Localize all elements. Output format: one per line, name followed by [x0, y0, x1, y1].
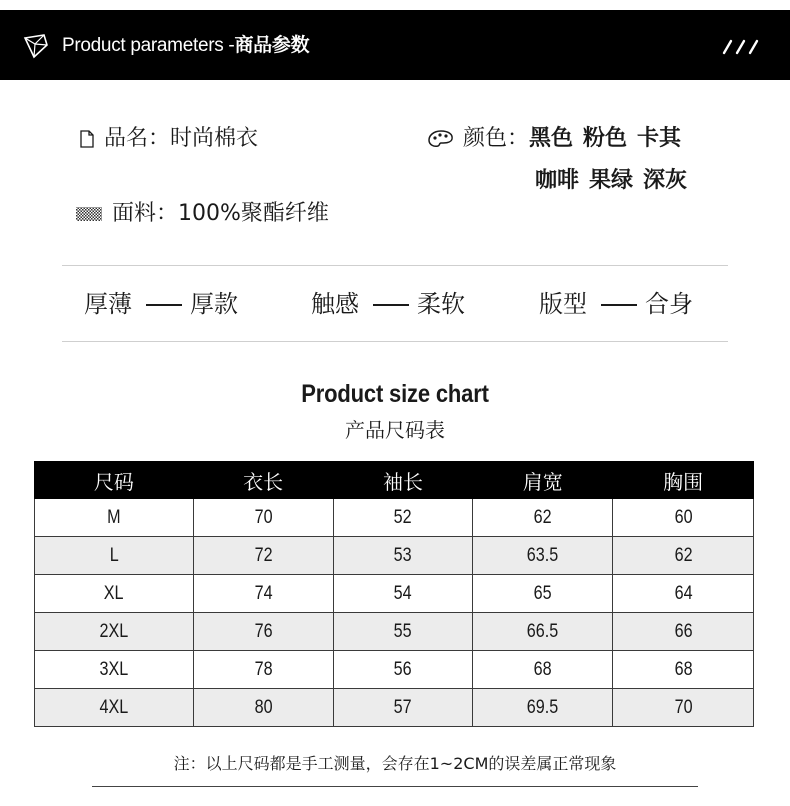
table-cell: 57: [333, 689, 473, 727]
feature-label: 触感: [311, 290, 359, 318]
table-header: 衣长: [193, 462, 333, 499]
dash-line: [373, 304, 409, 306]
header-title-cn: 商品参数: [234, 34, 310, 56]
table-cell: 3XL: [35, 651, 194, 689]
feature-fit: [539, 289, 693, 319]
feature-thickness: [84, 289, 238, 319]
diamond-logo-icon: [22, 32, 50, 60]
param-fabric-text: 面料：100%聚酯纤维: [112, 201, 329, 226]
header-bar: [0, 10, 790, 80]
table-row: [35, 537, 754, 575]
dash-line: [601, 304, 637, 306]
feature-touch: [311, 289, 465, 319]
feature-value: 厚款: [190, 290, 238, 318]
param-colors: [427, 126, 691, 193]
header-title: [62, 34, 309, 57]
palette-icon: [427, 129, 455, 149]
size-chart-subtitle: 产品尺码表: [345, 418, 445, 442]
table-cell: 66: [613, 613, 754, 651]
slashes-decoration-icon: [722, 36, 764, 56]
table-cell: 74: [193, 575, 333, 613]
table-cell: 76: [193, 613, 333, 651]
table-row: [35, 689, 754, 727]
table-cell: 80: [193, 689, 333, 727]
color-value: 粉色: [583, 126, 628, 151]
table-header-row: [35, 462, 754, 499]
table-cell: M: [35, 499, 194, 537]
table-header: 胸围: [613, 462, 754, 499]
dash-line: [146, 304, 182, 306]
table-cell: 56: [333, 651, 473, 689]
table-cell: 64: [613, 575, 754, 613]
divider: [62, 265, 728, 266]
table-cell: L: [35, 537, 194, 575]
measurement-note: 注：以上尺码都是手工测量，会存在1~2CM的误差属正常现象: [173, 754, 617, 773]
color-value: 咖啡: [535, 168, 580, 193]
document-icon: [80, 130, 94, 148]
table-cell: 55: [333, 613, 473, 651]
feature-value: 柔软: [417, 290, 465, 318]
table-header: 肩宽: [473, 462, 613, 499]
table-cell: 54: [333, 575, 473, 613]
colors-row-2: [535, 168, 697, 194]
bottom-divider: [92, 786, 698, 787]
feature-value: 合身: [645, 290, 693, 318]
table-cell: 52: [333, 499, 473, 537]
table-cell: 60: [613, 499, 754, 537]
table-cell: 2XL: [35, 613, 194, 651]
table-cell: 69.5: [473, 689, 613, 727]
color-value: 深灰: [643, 168, 688, 193]
table-cell: 4XL: [35, 689, 194, 727]
fabric-pattern-icon: [76, 206, 102, 222]
table-cell: 70: [613, 689, 754, 727]
color-value: 果绿: [589, 168, 634, 193]
table-cell: 53: [333, 537, 473, 575]
table-header: 尺码: [35, 462, 194, 499]
feature-label: 厚薄: [84, 290, 132, 318]
color-value: 黑色: [529, 126, 574, 151]
size-chart-title: Product size chart: [301, 380, 489, 408]
table-row: [35, 499, 754, 537]
table-cell: 62: [613, 537, 754, 575]
table-cell: 66.5: [473, 613, 613, 651]
color-value: 卡其: [637, 126, 682, 151]
feature-label: 版型: [539, 290, 587, 318]
table-cell: XL: [35, 575, 194, 613]
table-header: 袖长: [333, 462, 473, 499]
table-row: [35, 575, 754, 613]
table-row: [35, 651, 754, 689]
size-table: [34, 461, 754, 727]
table-cell: 72: [193, 537, 333, 575]
table-cell: 70: [193, 499, 333, 537]
param-name: [80, 126, 258, 152]
divider: [62, 341, 728, 342]
table-row: [35, 613, 754, 651]
header-title-en: Product parameters -: [62, 35, 235, 56]
table-cell: 68: [473, 651, 613, 689]
param-name-text: 品名：时尚棉衣: [104, 126, 259, 151]
param-fabric: [76, 201, 329, 227]
color-label: 颜色：: [463, 126, 530, 151]
table-cell: 63.5: [473, 537, 613, 575]
table-cell: 78: [193, 651, 333, 689]
table-cell: 68: [613, 651, 754, 689]
table-cell: 65: [473, 575, 613, 613]
table-cell: 62: [473, 499, 613, 537]
